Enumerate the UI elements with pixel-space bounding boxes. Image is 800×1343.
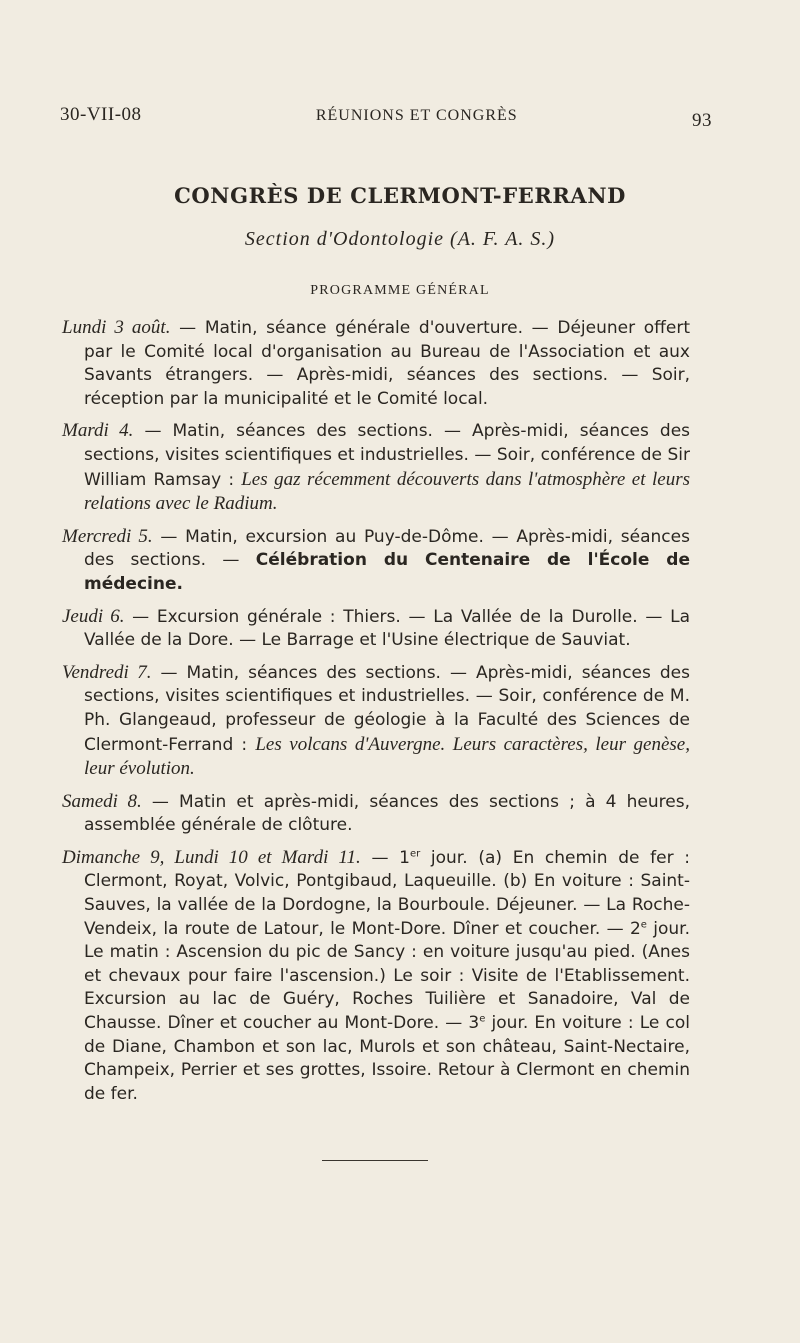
entry-day: Mardi 4. <box>62 420 134 442</box>
entry-text: — Matin, séance générale d'ouverture. — Déjeuner offert par le Comité local d'organisation au Bureau de l'Association et aux Savants étrangers. — Après-midi, séances des sections. — Soir, réception par la municipalité et le Comité local. <box>84 318 691 409</box>
program-entry-vendredi <box>62 661 690 782</box>
entry-day: Mercredi 5. <box>62 525 153 547</box>
closing-rule <box>322 1160 428 1161</box>
entry-text: — Excursion générale : Thiers. — La Vallée de la Durolle. — La Vallée de la Dore. — Le Barrage et l'Usine électrique de Sauviat. <box>84 606 690 651</box>
running-header <box>60 104 712 131</box>
entry-day: Samedi 8. <box>62 790 142 812</box>
entry-text: — 1 <box>360 847 410 868</box>
entry-text: — Matin, excursion au Puy-de-Dôme. — Après-midi, séances des sections. — <box>84 526 690 571</box>
lecture-title: Les volcans d'Auvergne. Leurs caractères, leur genèse, leur évolution. <box>84 733 690 780</box>
entry-text: jour. Le matin : Ascension du pic de Sancy : en voiture jusqu'au pied. (Anes et chevaux pour faire l'ascension.) Le soir : Visite de l'Etablissement. Excursion au lac de Guéry, Roches Tuilière et Sanadoire, Val de Chausse. Dîner et coucher au Mont-Dore. — 3 <box>84 918 691 1034</box>
entry-text: — Matin, séances des sections. — Après-midi, séances des sections, visites scientifiques et industrielles. — Soir, conférence de Sir William Ramsay : <box>84 421 691 490</box>
entry-text: — Matin et après-midi, séances des sections ; à 4 heures, assemblée générale de clôture. <box>84 791 690 836</box>
page-title: CONGRÈS DE CLERMONT-FERRAND <box>174 183 626 208</box>
ordinal-suffix: e <box>479 1013 486 1025</box>
header-date: 30-VII-08 <box>60 104 142 125</box>
program-list <box>62 316 690 1114</box>
program-entry-samedi <box>62 790 690 838</box>
entry-day: Dimanche 9, Lundi 10 et Mardi 11. <box>62 846 361 868</box>
entry-text: jour. En voiture : Le col de Diane, Chambon et son lac, Murols et son château, Saint-Nectaire, Champeix, Perrier et ses grottes, Issoire. Retour à Clermont en chemin de fer. <box>84 1013 690 1104</box>
header-running-title: RÉUNIONS ET CONGRÈS <box>315 107 518 124</box>
entry-day: Jeudi 6. <box>62 605 125 627</box>
program-entry-dimanche <box>62 846 690 1107</box>
ordinal-suffix: er <box>409 848 421 860</box>
entry-highlight: Célébration du Centenaire de l'École de médecine. <box>84 550 690 594</box>
program-entry-mardi <box>62 419 690 516</box>
entry-day: Lundi 3 août. <box>62 317 171 338</box>
program-entry-lundi <box>62 316 690 411</box>
program-entry-mercredi <box>62 525 690 597</box>
entry-day: Vendredi 7. <box>62 661 152 683</box>
entry-text: jour. (a) En chemin de fer : Clermont, Royat, Volvic, Pontgibaud, Laqueuille. (b) En voiture : Saint-Sauves, la vallée de la Dordogne, la Bourboule. Déjeuner. — La Roche-Vendeix, la route de Latour, le Mont-Dore. Dîner et coucher. — 2 <box>84 847 691 939</box>
entry-text: — Matin, séances des sections. — Après-midi, séances des sections, visites scientifiques et industrielles. — Soir, conférence de M. Ph. Glangeaud, professeur de géologie à la Faculté des Sciences de Clermont-Ferrand : <box>84 662 690 755</box>
lecture-title: Les gaz récemment découverts dans l'atmosphère et leurs relations avec le Radium. <box>84 468 690 515</box>
ordinal-suffix: e <box>640 919 647 930</box>
program-entry-jeudi <box>62 605 690 653</box>
page-subtitle: Section d'Odontologie (A. F. A. S.) <box>244 228 556 250</box>
section-heading: PROGRAMME GÉNÉRAL <box>310 283 490 298</box>
page-number: 93 <box>691 110 712 131</box>
